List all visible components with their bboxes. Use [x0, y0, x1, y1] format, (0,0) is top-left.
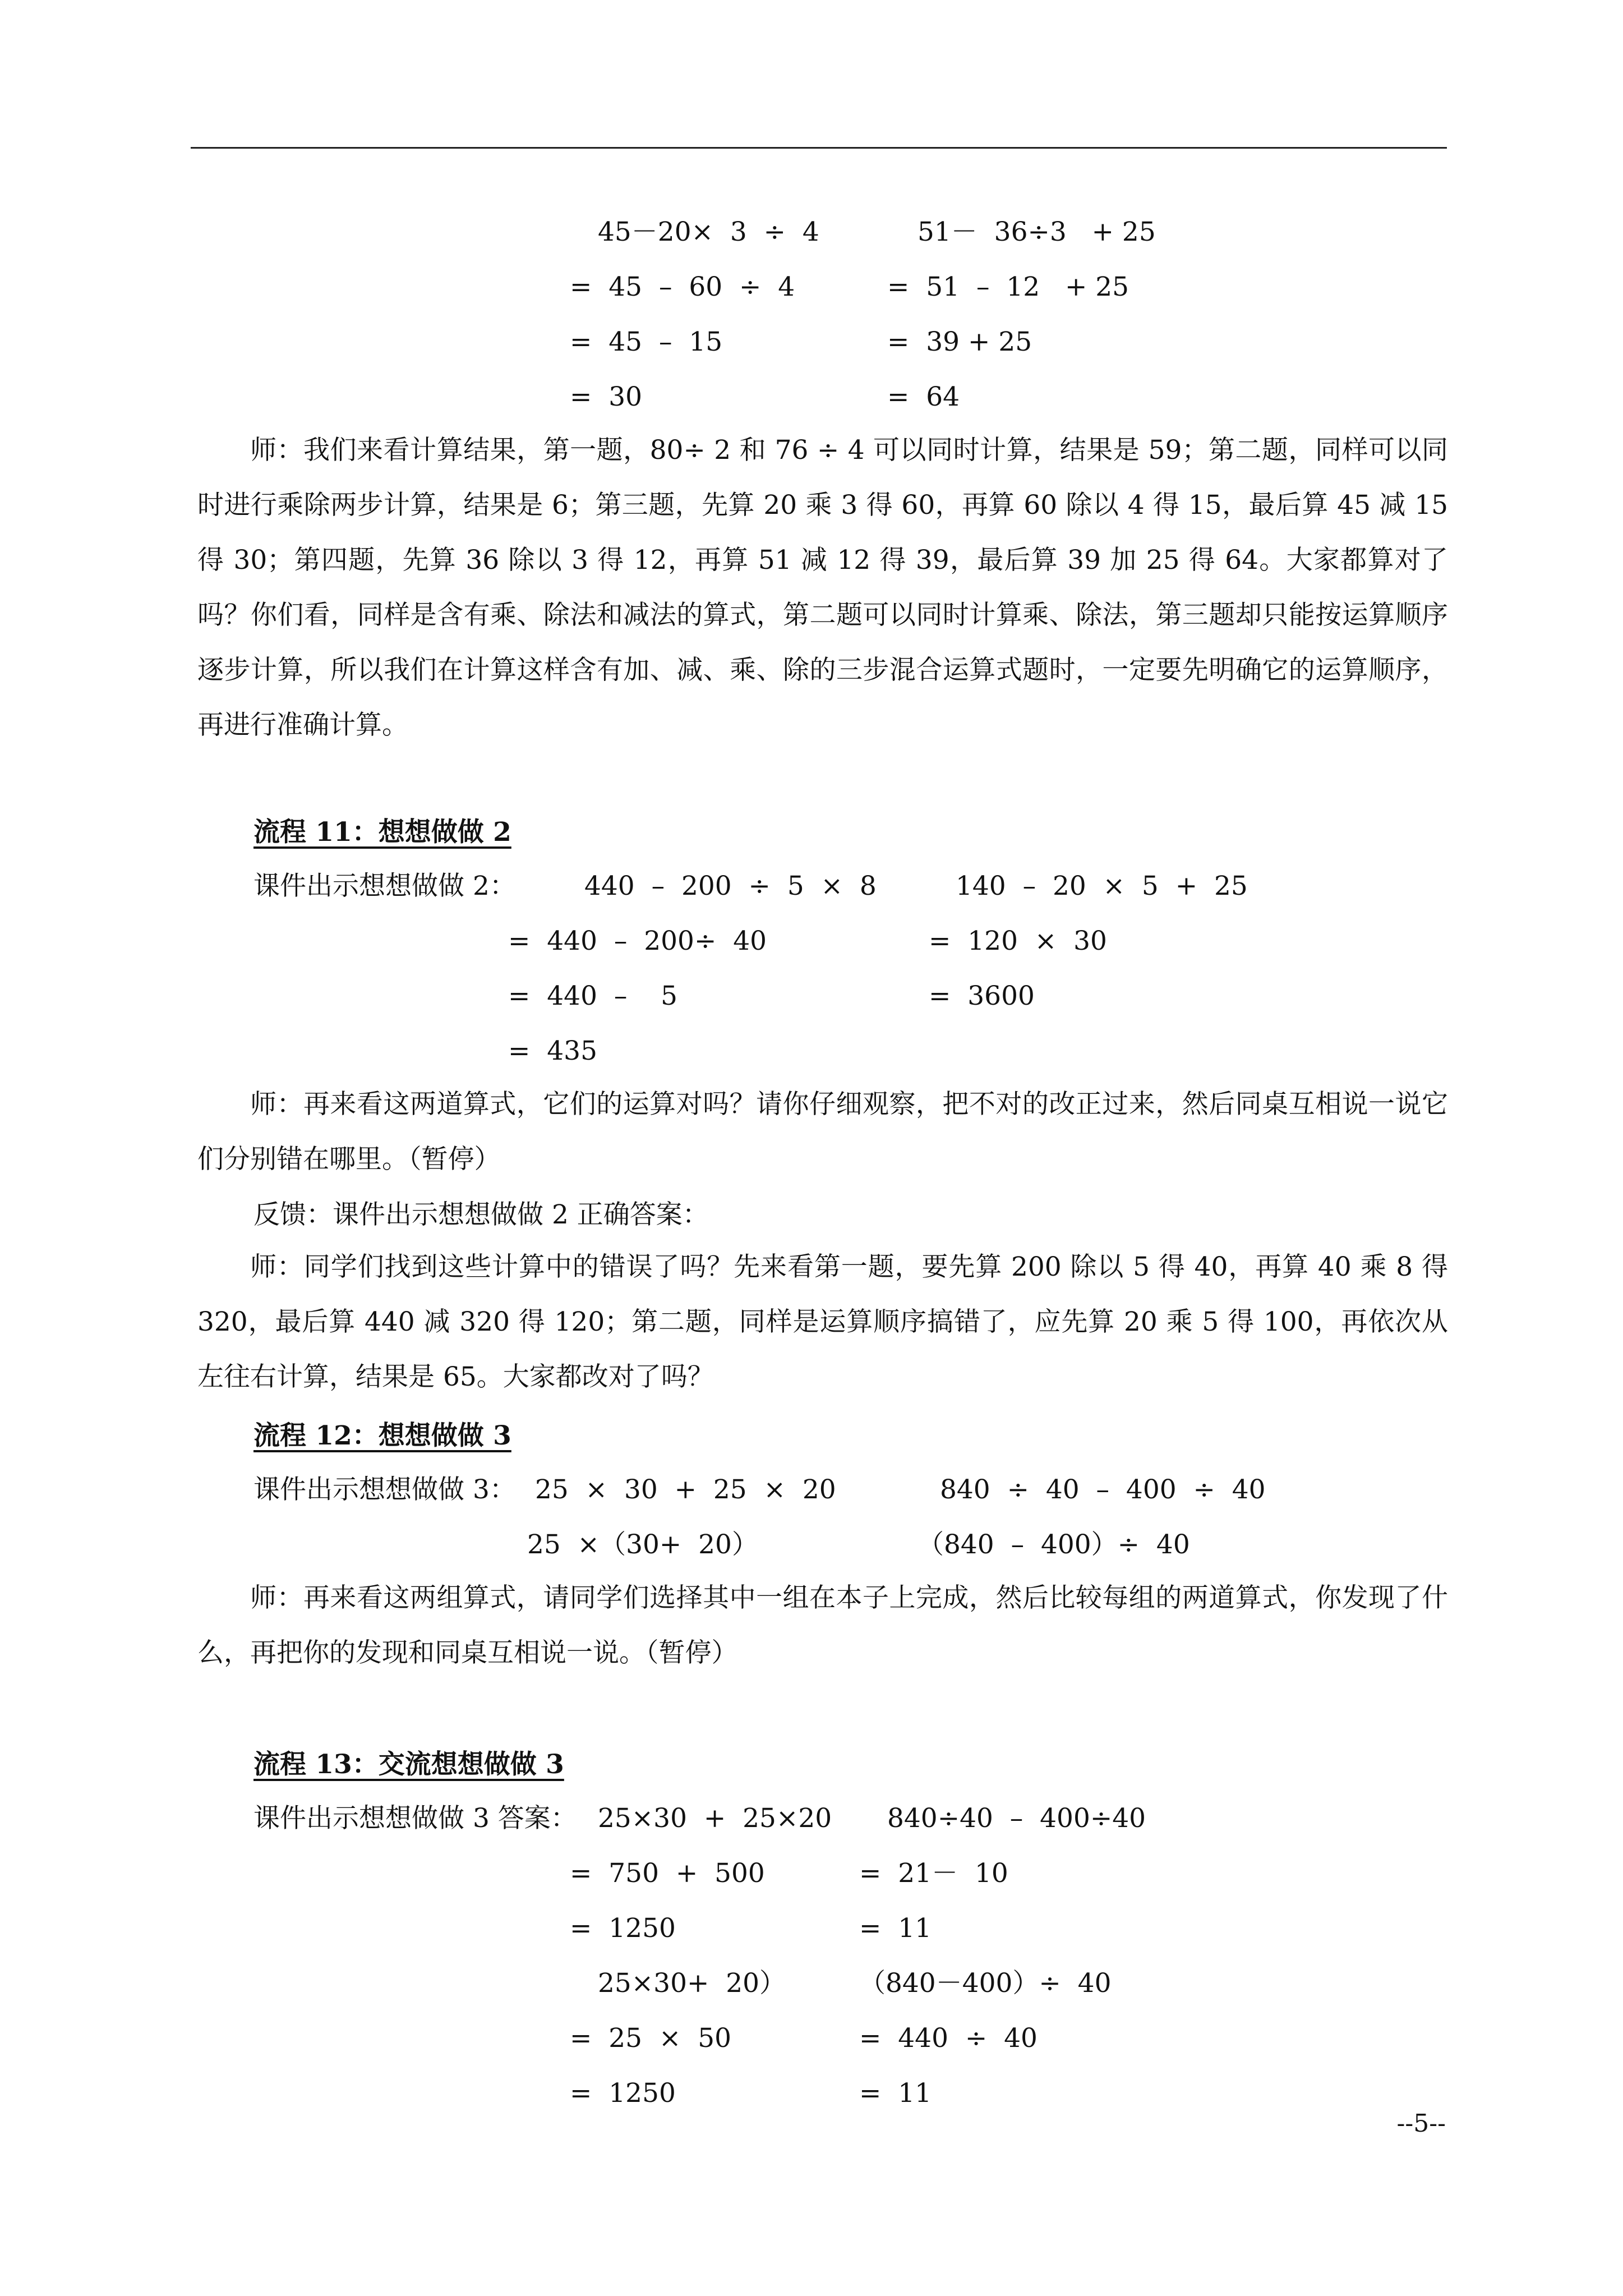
calc-line: 840÷40 – 400÷40 — [887, 1803, 1146, 1834]
calc-line: 25 × 30 + 25 × 20 — [535, 1474, 836, 1505]
calc-line: = 1250 — [570, 1913, 676, 1944]
calc-line: = 51 – 12 + 25 — [887, 272, 1129, 302]
paragraph-teacher-1: 师：我们来看计算结果，第一题，80÷ 2 和 76 ÷ 4 可以同时计算，结果是 59；第二题，同样可以同时进行乘除两步计算，结果是 6；第三题，先算 20 乘 3 得 60，再算 60 除以 4 得 15，最后算 45 减 15 得 30；第四题，先算 36 除以 3 得 12，再算 51 减 12 得 39，最后算 39 加 25 得 64。大家都算对了吗？你们看，同样是含有乘、除法和减法的算式，第二题可以同时计算乘、除法，第三题却只能按运算顺序逐步计算，所以我们在计算这样含有加、减、乘、除的三步混合运算式题时，一定要先明确它的运算顺序，再进行准确计算。 — [197, 435, 1448, 740]
calc-line: 140 – 20 × 5 + 25 — [956, 871, 1248, 901]
calc-line: 51－ 36÷3 + 25 — [917, 217, 1156, 247]
header-rule — [191, 147, 1447, 149]
calc-line: = 440 – 200÷ 40 — [508, 926, 767, 956]
calc-line: = 45 – 15 — [570, 326, 723, 357]
calc-line: = 21－ 10 — [859, 1858, 1008, 1889]
section-heading-13: 流程 13：交流想想做做 3 — [253, 1749, 564, 1780]
calc-line: = 25 × 50 — [570, 2023, 732, 2054]
calc-line: = 30 — [570, 381, 643, 412]
calc-line: 840 ÷ 40 – 400 ÷ 40 — [940, 1474, 1266, 1505]
paragraph-teacher-4: 师：再来看这两组算式，请同学们选择其中一组在本子上完成，然后比较每组的两道算式，你发现了什么，再把你的发现和同桌互相说一说。（暂停） — [197, 1582, 1448, 1668]
paragraph-teacher-3: 师：同学们找到这些计算中的错误了吗？先来看第一题，要先算 200 除以 5 得 40，再算 40 乘 8 得 320，最后算 440 减 320 得 120；第二题，同样是运算顺序搞错了，应先算 20 乘 5 得 100，再依次从左往右计算，结果是 65。大家都改对了吗？ — [197, 1251, 1448, 1392]
page-number: --5-- — [1396, 2109, 1446, 2138]
calc-line: = 39 + 25 — [887, 326, 1032, 357]
calc-line: = 440 ÷ 40 — [859, 2023, 1038, 2054]
calc-line: （840 – 400）÷ 40 — [917, 1529, 1190, 1560]
calc-line: = 440 – 5 — [508, 981, 678, 1011]
exercise-intro: 课件出示想想做做 2： — [253, 871, 516, 901]
calc-line: 45－20× 3 ÷ 4 — [598, 217, 819, 247]
calc-line: = 3600 — [929, 981, 1035, 1011]
exercise-intro: 课件出示想想做做 3： — [253, 1474, 516, 1505]
calc-line: 25 ×（30+ 20） — [527, 1529, 758, 1560]
paragraph-teacher-2: 师：再来看这两道算式，它们的运算对吗？请你仔细观察，把不对的改正过来，然后同桌互相说一说它们分别错在哪里。（暂停） — [197, 1089, 1448, 1175]
calc-line: 440 – 200 ÷ 5 × 8 — [584, 871, 877, 901]
section-heading-12: 流程 12：想想做做 3 — [253, 1420, 511, 1451]
calc-line: = 11 — [859, 2078, 932, 2109]
calc-line: = 435 — [508, 1036, 597, 1066]
calc-line: = 120 × 30 — [929, 926, 1107, 956]
calc-line: = 45 – 60 ÷ 4 — [570, 272, 795, 302]
calc-line: 25×30+ 20） — [598, 1968, 786, 1999]
calc-line: = 64 — [887, 381, 960, 412]
calc-line: = 750 + 500 — [570, 1858, 765, 1889]
calc-line: = 11 — [859, 1913, 932, 1944]
feedback-line: 反馈：课件出示想想做做 2 正确答案： — [253, 1199, 709, 1230]
calc-line: = 1250 — [570, 2078, 676, 2109]
calc-line: （840－400）÷ 40 — [859, 1968, 1112, 1999]
exercise-intro: 课件出示想想做做 3 答案： — [253, 1803, 577, 1834]
calc-line: 25×30 + 25×20 — [598, 1803, 832, 1834]
section-heading-11: 流程 11：想想做做 2 — [253, 817, 511, 848]
